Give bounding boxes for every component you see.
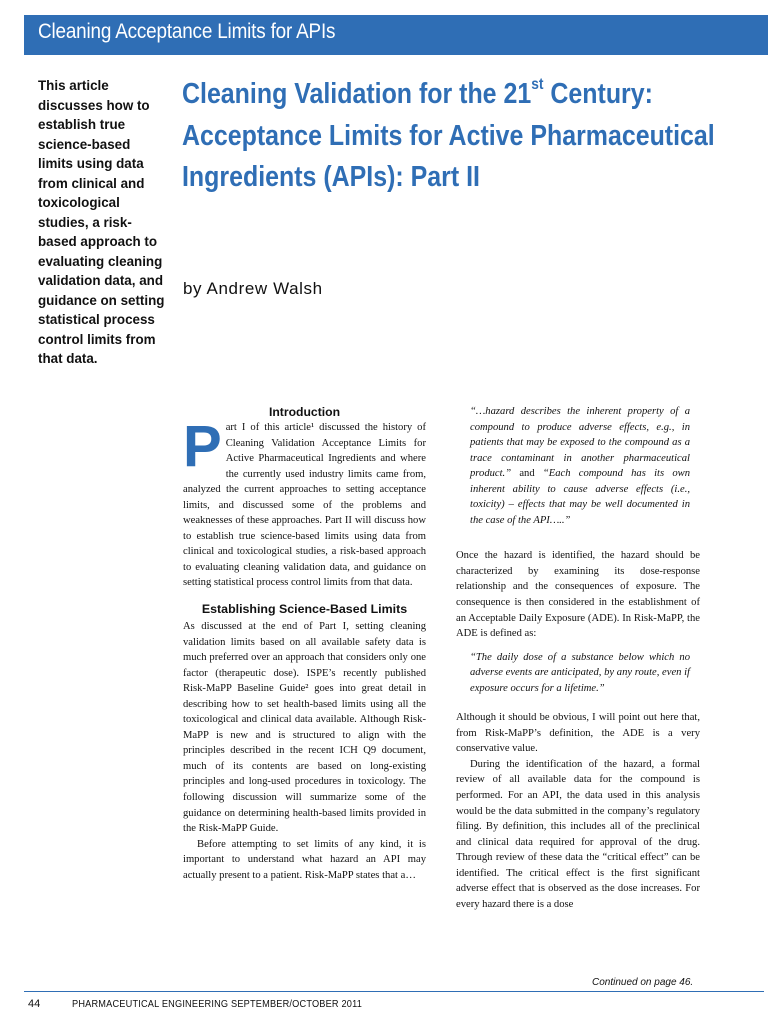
publication-info: PHARMACEUTICAL ENGINEERING SEPTEMBER/OCTOBER 2011 bbox=[72, 999, 363, 1010]
author-byline: by Andrew Walsh bbox=[183, 279, 323, 298]
title-superscript: st bbox=[531, 76, 544, 93]
left-column bbox=[183, 404, 426, 883]
hazard-quote-and: and bbox=[511, 468, 543, 480]
hazard-quote bbox=[470, 404, 690, 528]
title-part-1: Cleaning Validation for the 21 bbox=[182, 78, 532, 110]
ade-definition-quote: “The daily dose of a substance below which no adverse events are anticipated, by any route, even if exposure occurs for a lifetime.” bbox=[470, 651, 690, 694]
intro-text: art I of this article¹ discussed the history of Cleaning Validation Acceptance Limits for Active Pharmaceutical Ingredients and where the currently used industry limits came from, analyzed the current approaches to setting acceptance limits, and discussed some of the problems and weaknesses of these approaches. Part II will discuss how to establish true science-based limits using data from clinical and toxicological studies, a risk-based approach to evaluating cleaning validation data, and guidance on setting statistical process control limits from that data. bbox=[183, 422, 426, 589]
limits-paragraph-2: Before attempting to set limits of any kind, it is important to understand what hazard an API may actually present to a patient. Risk-MaPP states that a… bbox=[183, 838, 426, 881]
heading-introduction: Introduction bbox=[268, 405, 341, 419]
page-number: 44 bbox=[28, 998, 41, 1010]
footer-rule bbox=[24, 991, 764, 992]
intro-paragraph bbox=[183, 414, 426, 591]
limits-paragraph-1: As discussed at the end of Part I, setting cleaning validation limits based on all available safety data is much preferred over an approach that considers only one factor (therapeutic dose). ISPE’s recently published Risk-MaPP Baseline Guide² goes into great detail in describing how to set health-based limits using all the toxicological and clinical data available. Although Risk-MaPP is new and is structured to align with the principles described in the recent ICH Q9 document, much of its contents are based on long-existing principles and long-used procedures in toxicology. The following discussion will summarize some of the guidance on determining health-based limits provided in the Risk-MaPP Guide. bbox=[183, 621, 426, 835]
section-banner-title: Cleaning Acceptance Limits for APIs bbox=[38, 20, 336, 43]
hazard-identification-paragraph: During the identification of the hazard, a formal review of all available data for the compound is performed. For an API, the data used in this analysis would be the data submitted in the company’s regulatory filing. By definition, this includes all of the preclinical and clinical data required for approval of the drug. Through review of these data the “critical effect” can be identified. The critical effect is the first significant adverse effect that is observed as the dose increases. For every hazard there is a dose bbox=[456, 758, 700, 910]
conservative-paragraph: Although it should be obvious, I will point out here that, from Risk-MaPP’s definition, the ADE is a very conservative value. bbox=[456, 712, 700, 755]
heading-science-based-limits: Establishing Science-Based Limits bbox=[201, 602, 408, 617]
right-column bbox=[456, 404, 700, 912]
article-title bbox=[182, 74, 741, 199]
continued-link[interactable]: Continued on page 46. bbox=[592, 977, 694, 988]
article-abstract: This article discusses how to establish true science-based limits using data from clinical and toxicological studies, a risk-based approach to evaluating cleaning validation data, and guidance on setting statistical process control limits from that data. bbox=[38, 78, 165, 366]
hazard-quote-part-1: “…hazard describes the inherent property of a compound to produce adverse effects, e.g., in patients that may be exposed to the compound as a trace contaminant in another pharmaceutical product.” bbox=[470, 406, 690, 480]
ade-paragraph: Once the hazard is identified, the hazard should be characterized by examining its dose-response relationship and the consequences of exposure. The consequence is then considered in the establishment of an Acceptable Daily Exposure (ADE). In Risk-MaPP, the ADE is defined as: bbox=[456, 550, 700, 640]
hazard-quote-part-2: “Each compound has its own inherent ability to cause adverse effects (i.e., toxicity) – effects that may be well documented in the case of the API…..” bbox=[470, 468, 690, 526]
title-part-2: Century: Acceptance Limits for Active Pharmaceutical Ingredients (APIs): Part II bbox=[182, 78, 715, 193]
drop-cap: P bbox=[183, 414, 222, 479]
